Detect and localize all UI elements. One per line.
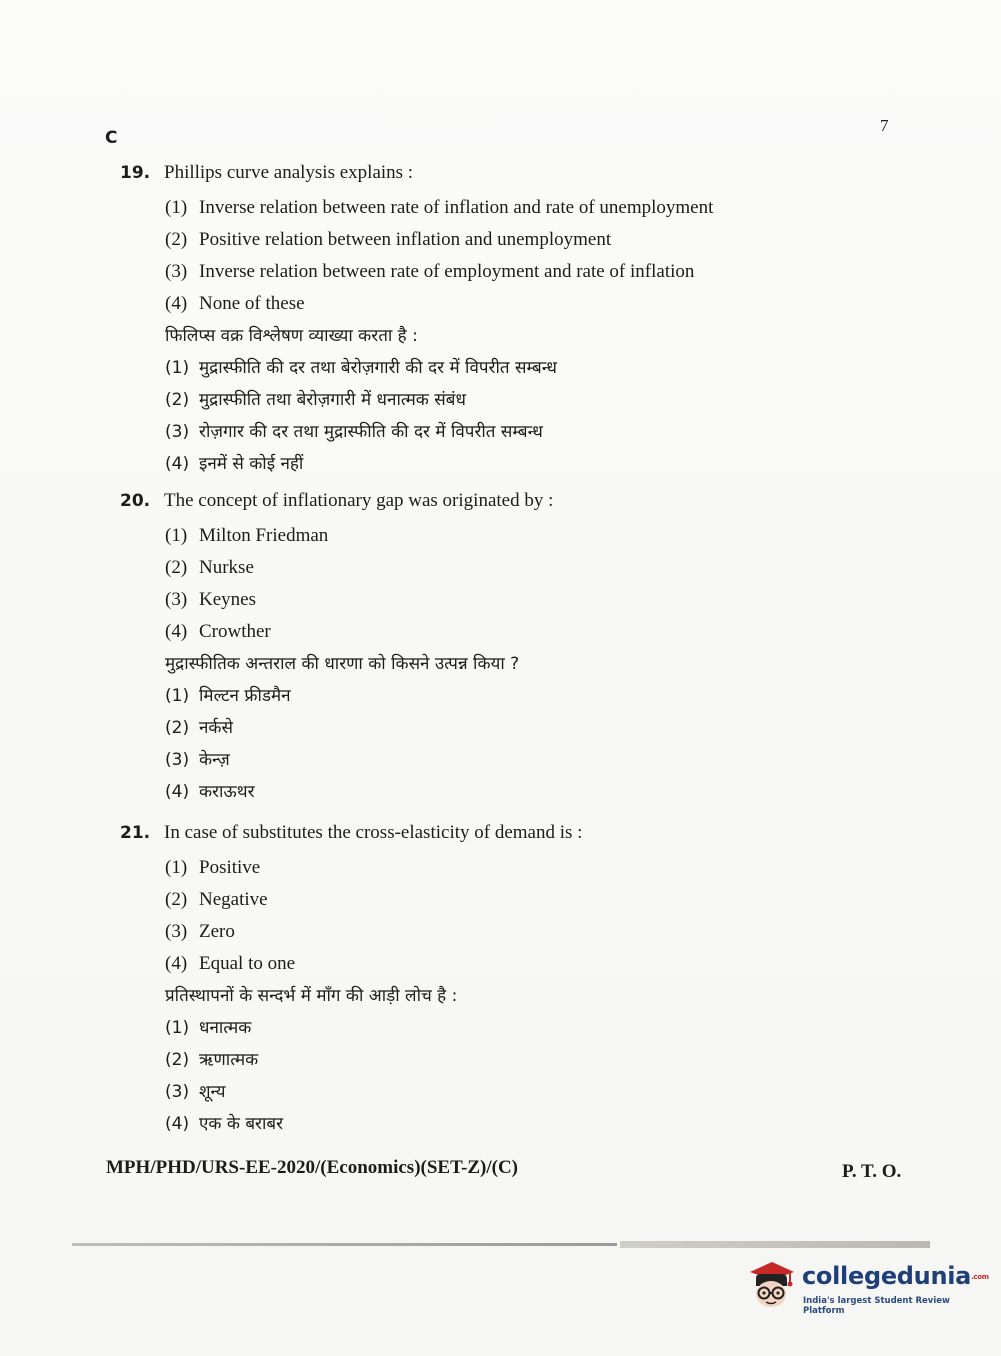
option-4: (4) Equal to one bbox=[165, 953, 296, 974]
question-text: The concept of inflationary gap was originated by : bbox=[164, 490, 554, 511]
option-1-hindi: (1) धनात्मक bbox=[165, 1018, 252, 1038]
option-1-hindi: (1) मुद्रास्फीति की दर तथा बेरोज़गारी की दर में विपरीत सम्बन्ध bbox=[165, 358, 557, 378]
page-number: 7 bbox=[880, 116, 889, 135]
option-1: (1) Inverse relation between rate of inflation and rate of unemployment bbox=[165, 197, 714, 218]
paper-code: MPH/PHD/URS-EE-2020/(Economics)(SET-Z)/(C) bbox=[106, 1157, 519, 1178]
question-number: 20. bbox=[120, 491, 151, 511]
option-1: (1) Milton Friedman bbox=[165, 525, 329, 546]
option-3: (3) Inverse relation between rate of employment and rate of inflation bbox=[165, 261, 695, 282]
question-text: In case of substitutes the cross-elasticity of demand is : bbox=[164, 822, 583, 843]
question-text: Phillips curve analysis explains : bbox=[164, 162, 414, 183]
option-4: (4) Crowther bbox=[165, 621, 271, 642]
brand-domain: .com bbox=[971, 1273, 989, 1281]
question-21 bbox=[120, 822, 840, 1140]
question-19 bbox=[120, 162, 840, 480]
option-4: (4) None of these bbox=[165, 293, 305, 314]
scan-edge-shadow bbox=[620, 1241, 930, 1248]
question-number: 21. bbox=[120, 823, 151, 843]
question-text-hindi: प्रतिस्थापनों के सन्दर्भ में माँग की आड़ी लोच है : bbox=[165, 986, 458, 1006]
option-3: (3) Zero bbox=[165, 921, 235, 942]
question-text-hindi: मुद्रास्फीतिक अन्तराल की धारणा को किसने उत्पन्न किया ? bbox=[165, 654, 520, 674]
option-3-hindi: (3) केन्ज़ bbox=[165, 750, 230, 770]
option-2: (2) Positive relation between inflation and unemployment bbox=[165, 229, 612, 250]
option-2-hindi: (2) ऋणात्मक bbox=[165, 1050, 259, 1070]
brand-name: collegedunia.com bbox=[802, 1262, 989, 1290]
option-1-hindi: (1) मिल्टन फ्रीडमैन bbox=[165, 686, 291, 706]
collegedunia-watermark bbox=[742, 1256, 989, 1316]
option-2: (2) Nurkse bbox=[165, 557, 254, 578]
question-number: 19. bbox=[120, 163, 151, 183]
question-20 bbox=[120, 490, 840, 808]
option-4-hindi: (4) एक के बराबर bbox=[165, 1114, 284, 1134]
option-1: (1) Positive bbox=[165, 857, 261, 878]
set-letter: C bbox=[105, 128, 118, 148]
pto-label: P. T. O. bbox=[842, 1161, 902, 1182]
option-3: (3) Keynes bbox=[165, 589, 256, 610]
option-2-hindi: (2) नर्कसे bbox=[165, 718, 233, 738]
option-3-hindi: (3) रोज़गार की दर तथा मुद्रास्फीति की दर में विपरीत सम्बन्ध bbox=[165, 422, 543, 442]
question-text-hindi: फिलिप्स वक्र विश्लेषण व्याख्या करता है : bbox=[165, 326, 418, 346]
option-3-hindi: (3) शून्य bbox=[165, 1082, 226, 1102]
graduate-mascot-icon bbox=[742, 1256, 798, 1312]
option-4-hindi: (4) इनमें से कोई नहीं bbox=[165, 454, 304, 474]
brand-tagline: India's largest Student Review Platform bbox=[803, 1296, 950, 1316]
option-2: (2) Negative bbox=[165, 889, 268, 910]
scan-edge-line bbox=[72, 1243, 617, 1246]
option-2-hindi: (2) मुद्रास्फीति तथा बेरोज़गारी में धनात्मक संबंध bbox=[165, 390, 466, 410]
option-4-hindi: (4) कराऊथर bbox=[165, 782, 255, 802]
